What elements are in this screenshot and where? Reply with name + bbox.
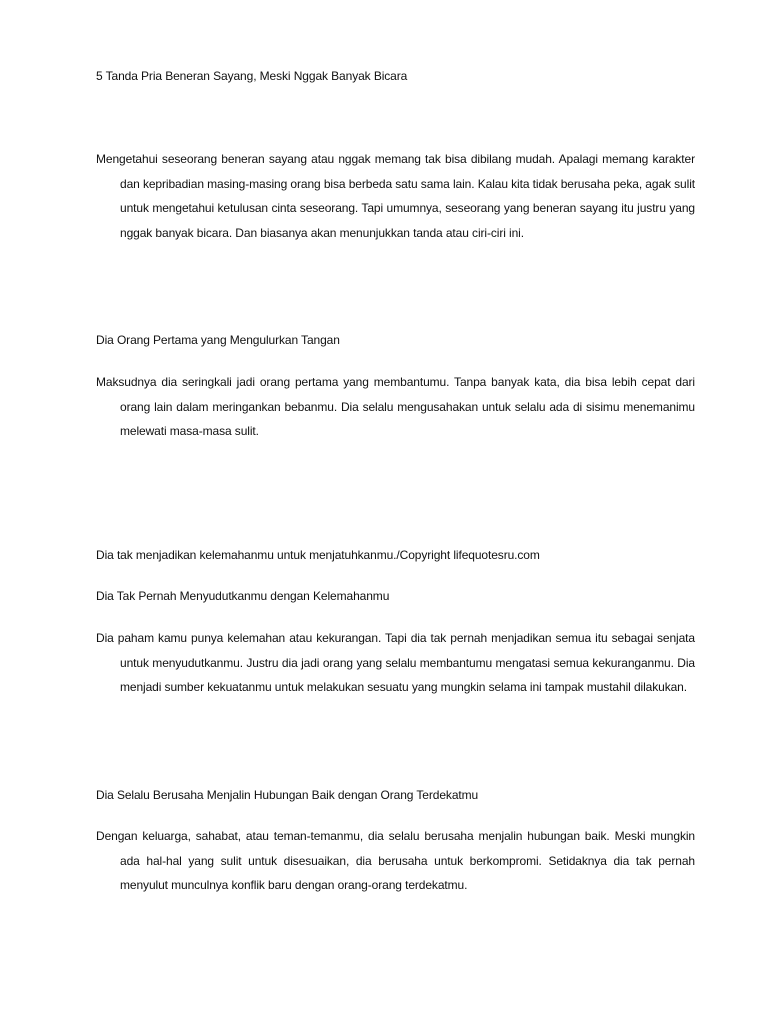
section-body-1: Maksudnya dia seringkali jadi orang pertama yang membantumu. Tanpa banyak kata, dia bisa lebih cepat dari orang lain dalam meringankan bebanmu. Dia selalu mengusahakan untuk selalu ada di sisimu menemanimu melewati masa-masa sulit. xyxy=(96,375,695,439)
section-body-2: Dia paham kamu punya kelemahan atau kekurangan. Tapi dia tak pernah menjadikan semua itu sebagai senjata untuk menyudutkanmu. Justru dia jadi orang yang selalu membantumu mengatasi semua kekuranganmu. Dia menjadi sumber kekuatanmu untuk melakukan sesuatu yang mungkin selama ini tampak mustahil dilakukan. xyxy=(96,631,695,695)
section-heading-1: Dia Orang Pertama yang Mengulurkan Tangan xyxy=(96,333,340,347)
document-title: 5 Tanda Pria Beneran Sayang, Meski Nggak Banyak Bicara xyxy=(96,69,408,83)
section-body-3: Dengan keluarga, sahabat, atau teman-temanmu, dia selalu berusaha menjalin hubungan baik. Meski mungkin ada hal-hal yang sulit untuk disesuaikan, dia berusaha untuk berkompromi. Setidaknya dia tak pernah menyulut munculnya konflik baru dengan orang-orang terdekatmu. xyxy=(96,829,695,893)
image-caption: Dia tak menjadikan kelemahanmu untuk menjatuhkanmu./Copyright lifequotesru.com xyxy=(96,548,540,562)
section-heading-2: Dia Tak Pernah Menyudutkanmu dengan Kelemahanmu xyxy=(96,589,390,603)
intro-paragraph: Mengetahui seseorang beneran sayang atau nggak memang tak bisa dibilang mudah. Apalagi memang karakter dan kepribadian masing-masing orang bisa berbeda satu sama lain. Kalau kita tidak berusaha peka, agak sulit untuk mengetahui ketulusan cinta seseorang. Tapi umumnya, seseorang yang beneran sayang itu justru yang nggak banyak bicara. Dan biasanya akan menunjukkan tanda atau ciri-ciri ini. xyxy=(96,152,695,240)
section-heading-3: Dia Selalu Berusaha Menjalin Hubungan Baik dengan Orang Terdekatmu xyxy=(96,788,479,802)
